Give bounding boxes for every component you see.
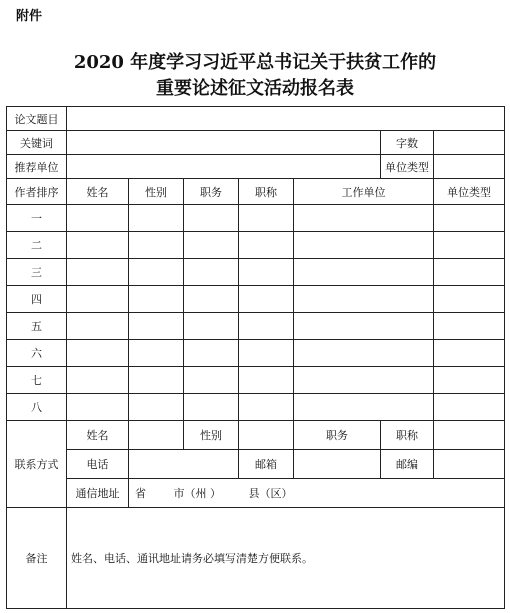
address-province: 省: [135, 487, 146, 500]
author-order: 八: [7, 394, 67, 421]
contact-title-label: 职称: [381, 421, 434, 450]
keywords-field[interactable]: [67, 131, 381, 155]
author-name-field[interactable]: [67, 205, 129, 232]
contact-postcode-label: 邮编: [381, 450, 434, 479]
contact-position-label: 职务: [294, 421, 381, 450]
recommend-unit-row: [7, 155, 505, 179]
author-gender-field[interactable]: [129, 340, 184, 367]
author-row: [7, 340, 505, 367]
author-name-field[interactable]: [67, 313, 129, 340]
author-row: [7, 259, 505, 286]
paper-title-label: 论文题目: [7, 107, 67, 131]
author-gender-field[interactable]: [129, 259, 184, 286]
contact-row-2: [7, 450, 505, 479]
contact-phone-field[interactable]: [129, 450, 239, 479]
author-name-field[interactable]: [67, 367, 129, 394]
author-unit-type-field[interactable]: [434, 340, 505, 367]
contact-row-1: [7, 421, 505, 450]
author-name-field[interactable]: [67, 286, 129, 313]
author-row: [7, 232, 505, 259]
author-unit-field[interactable]: [294, 340, 434, 367]
contact-gender-field[interactable]: [239, 421, 294, 450]
author-title-field[interactable]: [239, 232, 294, 259]
author-position-field[interactable]: [184, 259, 239, 286]
col-author-order: 作者排序: [7, 179, 67, 205]
author-name-field[interactable]: [67, 232, 129, 259]
author-title-field[interactable]: [239, 394, 294, 421]
author-unit-type-field[interactable]: [434, 259, 505, 286]
author-unit-field[interactable]: [294, 394, 434, 421]
author-title-field[interactable]: [239, 313, 294, 340]
author-gender-field[interactable]: [129, 232, 184, 259]
author-row: [7, 205, 505, 232]
author-unit-field[interactable]: [294, 205, 434, 232]
author-unit-field[interactable]: [294, 232, 434, 259]
remarks-row: [7, 508, 505, 609]
word-count-label: 字数: [381, 131, 434, 155]
registration-form-table: [6, 106, 505, 609]
author-title-field[interactable]: [239, 259, 294, 286]
author-position-field[interactable]: [184, 232, 239, 259]
author-order: 三: [7, 259, 67, 286]
contact-gender-label: 性别: [184, 421, 239, 450]
author-unit-field[interactable]: [294, 313, 434, 340]
attachment-label: 附件: [16, 9, 43, 24]
author-header-row: [7, 179, 505, 205]
author-unit-field[interactable]: [294, 259, 434, 286]
unit-type-label: 单位类型: [381, 155, 434, 179]
author-position-field[interactable]: [184, 286, 239, 313]
address-city: 市（州 ）: [173, 487, 221, 500]
author-position-field[interactable]: [184, 340, 239, 367]
col-name: 姓名: [67, 179, 129, 205]
contact-phone-label: 电话: [67, 450, 129, 479]
author-order: 七: [7, 367, 67, 394]
author-name-field[interactable]: [67, 259, 129, 286]
word-count-field[interactable]: [434, 131, 505, 155]
author-name-field[interactable]: [67, 340, 129, 367]
author-unit-field[interactable]: [294, 367, 434, 394]
author-position-field[interactable]: [184, 394, 239, 421]
author-unit-type-field[interactable]: [434, 205, 505, 232]
unit-type-field[interactable]: [434, 155, 505, 179]
col-gender: 性别: [129, 179, 184, 205]
contact-email-label: 邮箱: [239, 450, 294, 479]
author-unit-type-field[interactable]: [434, 313, 505, 340]
contact-address-label: 通信地址: [67, 479, 129, 508]
author-name-field[interactable]: [67, 394, 129, 421]
form-title-line-2: 重要论述征文活动报名表: [156, 78, 354, 99]
author-gender-field[interactable]: [129, 205, 184, 232]
contact-address-field[interactable]: [129, 479, 505, 508]
keywords-label: 关键词: [7, 131, 67, 155]
author-position-field[interactable]: [184, 313, 239, 340]
address-county: 县（区）: [248, 487, 293, 500]
col-work-unit: 工作单位: [294, 179, 434, 205]
author-row: [7, 394, 505, 421]
contact-postcode-field[interactable]: [434, 450, 505, 479]
author-unit-type-field[interactable]: [434, 286, 505, 313]
author-title-field[interactable]: [239, 367, 294, 394]
contact-name-label: 姓名: [67, 421, 129, 450]
remarks-label: 备注: [7, 508, 67, 609]
keywords-row: [7, 131, 505, 155]
author-row: [7, 313, 505, 340]
author-title-field[interactable]: [239, 205, 294, 232]
col-position: 职务: [184, 179, 239, 205]
author-row: [7, 367, 505, 394]
remarks-text: 姓名、电话、通讯地址请务必填写清楚方便联系。: [67, 508, 505, 609]
author-order: 六: [7, 340, 67, 367]
author-gender-field[interactable]: [129, 286, 184, 313]
paper-title-row: [7, 107, 505, 131]
author-title-field[interactable]: [239, 340, 294, 367]
col-title: 职称: [239, 179, 294, 205]
author-gender-field[interactable]: [129, 394, 184, 421]
col-unit-type: 单位类型: [434, 179, 505, 205]
author-order: 二: [7, 232, 67, 259]
author-unit-type-field[interactable]: [434, 394, 505, 421]
author-gender-field[interactable]: [129, 313, 184, 340]
contact-section-label: 联系方式: [7, 421, 67, 508]
contact-row-3: [7, 479, 505, 508]
contact-name-field[interactable]: [129, 421, 184, 450]
recommend-unit-field[interactable]: [67, 155, 381, 179]
author-order: 四: [7, 286, 67, 313]
author-unit-field[interactable]: [294, 286, 434, 313]
contact-title-field[interactable]: [434, 421, 505, 450]
author-order: 一: [7, 205, 67, 232]
recommend-unit-label: 推荐单位: [7, 155, 67, 179]
contact-email-field[interactable]: [294, 450, 381, 479]
author-unit-type-field[interactable]: [434, 232, 505, 259]
author-row: [7, 286, 505, 313]
author-unit-type-field[interactable]: [434, 367, 505, 394]
author-position-field[interactable]: [184, 367, 239, 394]
author-position-field[interactable]: [184, 205, 239, 232]
paper-title-field[interactable]: [67, 107, 505, 131]
author-order: 五: [7, 313, 67, 340]
author-title-field[interactable]: [239, 286, 294, 313]
form-title-line-1: 2020 年度学习习近平总书记关于扶贫工作的: [73, 52, 437, 73]
author-gender-field[interactable]: [129, 367, 184, 394]
